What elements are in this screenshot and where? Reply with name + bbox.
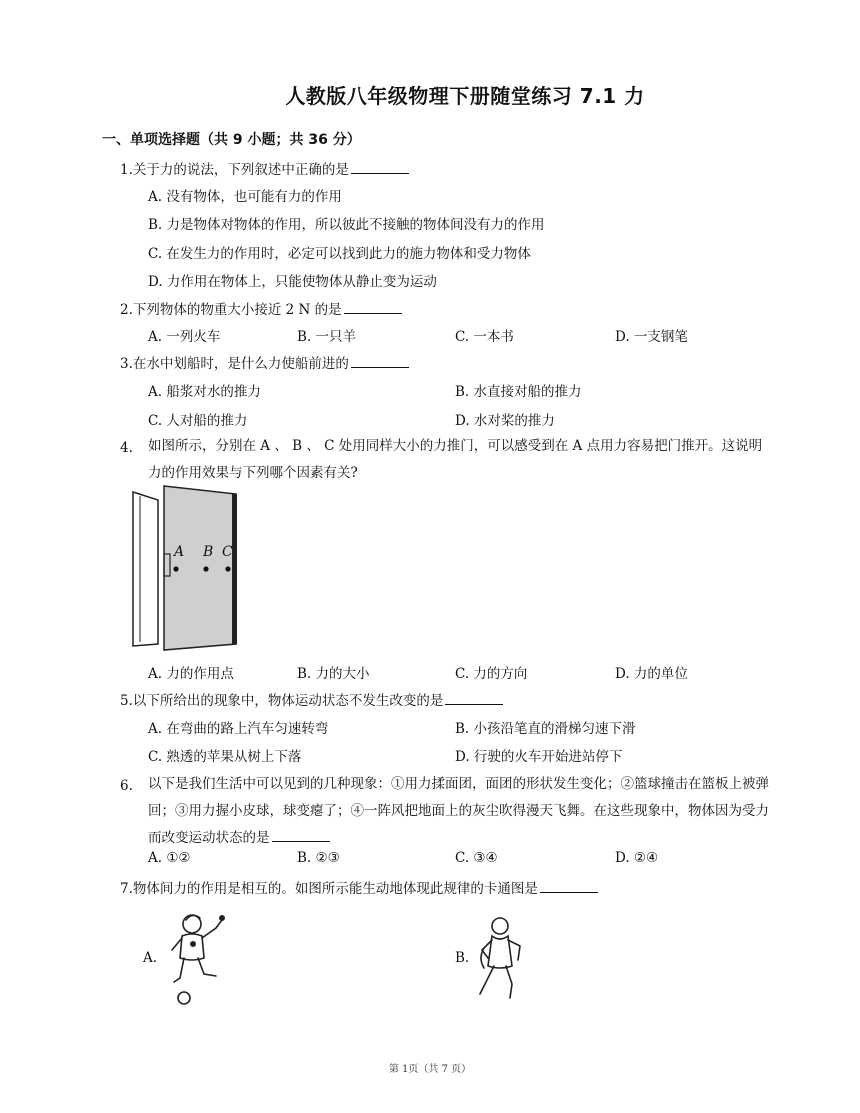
q4-option-b: B. 力的大小 xyxy=(297,666,370,682)
q5-option-d: D. 行驶的火车开始进站停下 xyxy=(455,749,623,765)
cartoon-b-image xyxy=(470,912,530,1004)
question-7: 7.物体间力的作用是相互的。如图所示能生动地体现此规律的卡通图是 xyxy=(120,879,598,899)
q4-option-a: A. 力的作用点 xyxy=(148,666,234,682)
question-4-text: 如图所示，分别在 A 、 B 、 C 处用同样大小的力推门，可以感受到在 A 点用力容易把门推开。这说明力的作用效果与下列哪个因素有关? xyxy=(148,438,763,481)
answer-blank xyxy=(351,355,409,368)
q4-option-d: D. 力的单位 xyxy=(615,666,688,682)
q1-option-a: A. 没有物体，也可能有力的作用 xyxy=(148,189,342,205)
answer-blank xyxy=(351,161,409,174)
question-3: 3.在水中划船时，是什么力使船前进的 xyxy=(120,354,409,374)
q2-option-d: D. 一支钢笔 xyxy=(615,329,688,345)
question-6-text: 以下是我们生活中可以见到的几种现象：①用力揉面团，面团的形状发生变化；②篮球撞击在篮板上被弹回；③用力握小皮球，球变瘪了；④一阵风把地面上的灰尘吹得漫天飞舞。在这些现象中，物体因为受力而改变运动状态的是 xyxy=(148,776,769,846)
answer-blank xyxy=(540,880,598,893)
question-6-num: 6. xyxy=(120,778,133,794)
q1-option-c: C. 在发生力的作用时，必定可以找到此力的施力物体和受力物体 xyxy=(148,246,531,262)
question-2: 2.下列物体的物重大小接近 2 N 的是 xyxy=(120,300,402,320)
question-5: 5.以下所给出的现象中，物体运动状态不发生改变的是 xyxy=(120,691,503,711)
q5-option-a: A. 在弯曲的路上汽车匀速转弯 xyxy=(148,721,329,737)
door-figure xyxy=(128,484,243,654)
q2-option-c: C. 一本书 xyxy=(455,329,514,345)
label-c: C xyxy=(222,544,233,560)
q3-option-a: A. 船浆对水的推力 xyxy=(148,384,261,400)
q2-option-b: B. 一只羊 xyxy=(297,329,357,345)
label-b: B xyxy=(203,544,214,560)
q1-option-b: B. 力是物体对物体的作用，所以彼此不接触的物体间没有力的作用 xyxy=(148,217,545,233)
q2-option-a: A. 一列火车 xyxy=(148,329,221,345)
answer-blank xyxy=(272,829,330,842)
question-4-num: 4. xyxy=(120,440,133,456)
label-a: A xyxy=(174,544,185,560)
q5-option-b: B. 小孩沿笔直的滑梯匀速下滑 xyxy=(455,721,636,737)
section-heading: 一、单项选择题（共 9 小题；共 36 分） xyxy=(102,132,361,148)
point-a-dot xyxy=(173,566,178,571)
q6-option-b: B. ②③ xyxy=(297,850,340,866)
answer-blank xyxy=(344,301,402,314)
question-1: 1.关于力的说法，下列叙述中正确的是 xyxy=(120,160,409,180)
q4-option-c: C. 力的方向 xyxy=(455,666,528,682)
point-c-dot xyxy=(225,566,230,571)
q6-option-c: C. ③④ xyxy=(455,850,498,866)
q7-option-a: A. xyxy=(143,950,158,966)
q6-option-d: D. ②④ xyxy=(615,850,659,866)
answer-blank xyxy=(445,692,503,705)
page-title: 人教版八年级物理下册随堂练习 7.1 力 xyxy=(285,84,645,108)
q7-option-b: B. xyxy=(455,950,470,966)
q1-option-d: D. 力作用在物体上，只能使物体从静止变为运动 xyxy=(148,274,437,290)
q5-option-c: C. 熟透的苹果从树上下落 xyxy=(148,749,302,765)
q3-option-d: D. 水对桨的推力 xyxy=(455,413,555,429)
q3-option-c: C. 人对船的推力 xyxy=(148,413,248,429)
page-footer: 第 1页（共 7 页） xyxy=(388,1064,472,1075)
q6-option-a: A. ①② xyxy=(148,850,191,866)
point-b-dot xyxy=(203,566,208,571)
cartoon-a-image xyxy=(162,906,234,1006)
q3-option-b: B. 水直接对船的推力 xyxy=(455,384,582,400)
